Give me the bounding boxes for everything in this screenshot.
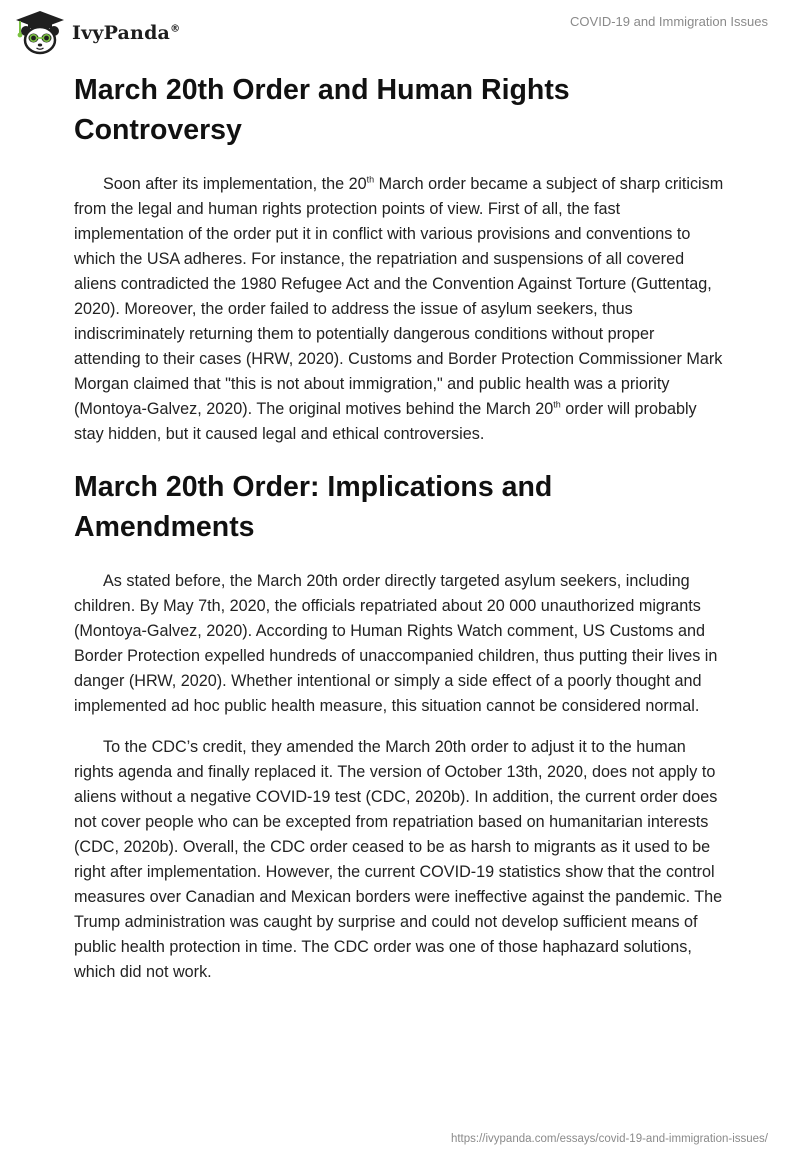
panda-graduate-icon [14, 9, 66, 55]
registered-mark: ® [170, 23, 181, 35]
ivypanda-logo[interactable] [14, 9, 180, 55]
paragraph-implications-1: As stated before, the March 20th order directly targeted asylum seekers, including children. By May 7th, 2020, the officials repatriated about 20 000 unauthorized migrants (Montoya-Galvez, 2020). According to Human Rights Watch comment, US Customs and Border Protection expelled hundreds of unaccompanied children, thus putting their lives in danger (HRW, 2020). Whether intentional or simply a side effect of a poorly thought and implemented ad hoc public health measure, this situation cannot be considered normal. [74, 572, 718, 715]
brand-name: IvyPanda® [72, 22, 181, 44]
paragraph-human-rights: Soon after its implementation, the 20th March order became a subject of sharp criticism from the legal and human rights protection points of view. First of all, the fast implementation of the order put it in conflict with various provisions and conventions to which the USA adheres. For instance, the repatriation and suspensions of all covered aliens contradicted the 1980 Refugee Act and the Convention Against Torture (Guttentag, 2020). Moreover, the order failed to address the issue of asylum seekers, thus indiscriminately returning them to potentially dangerous conditions without proper attending to their cases (HRW, 2020). Customs and Border Protection Commissioner Mark Morgan claimed that "this is not about immigration," and public health was a priority (Montoya-Galvez, 2020). The original motives behind the March 20th order will probably stay hidden, but it caused legal and ethical controversies. [74, 174, 724, 443]
source-url[interactable]: https://ivypanda.com/essays/covid-19-and-immigration-issues/ [450, 1133, 768, 1145]
essay-content [74, 70, 724, 985]
paragraph-implications-2: To the CDC’s credit, they amended the March 20th order to adjust it to the human rights agenda and finally replaced it. The version of October 13th, 2020, does not apply to aliens without a negative COVID-19 test (CDC, 2020b). In addition, the current order does not cover people who can be excepted from repatriation based on humanitarian interests (CDC, 2020b). Overall, the CDC order ceased to be as harsh to migrants as it used to be right after implementation. However, the current COVID-19 statistics show that the control measures over Canadian and Mexican borders were ineffective against the pandemic. The Trump administration was caught by surprise and could not develop sufficient means of public health protection in time. The CDC order was one of those haphazard solutions, which did not work. [74, 738, 723, 981]
section-heading-human-rights: March 20th Order and Human Rights Controversy [74, 74, 570, 146]
document-title: COVID-19 and Immigration Issues [570, 14, 768, 29]
section-heading-implications: March 20th Order: Implications and Amendments [74, 471, 553, 543]
page-header [0, 0, 800, 60]
